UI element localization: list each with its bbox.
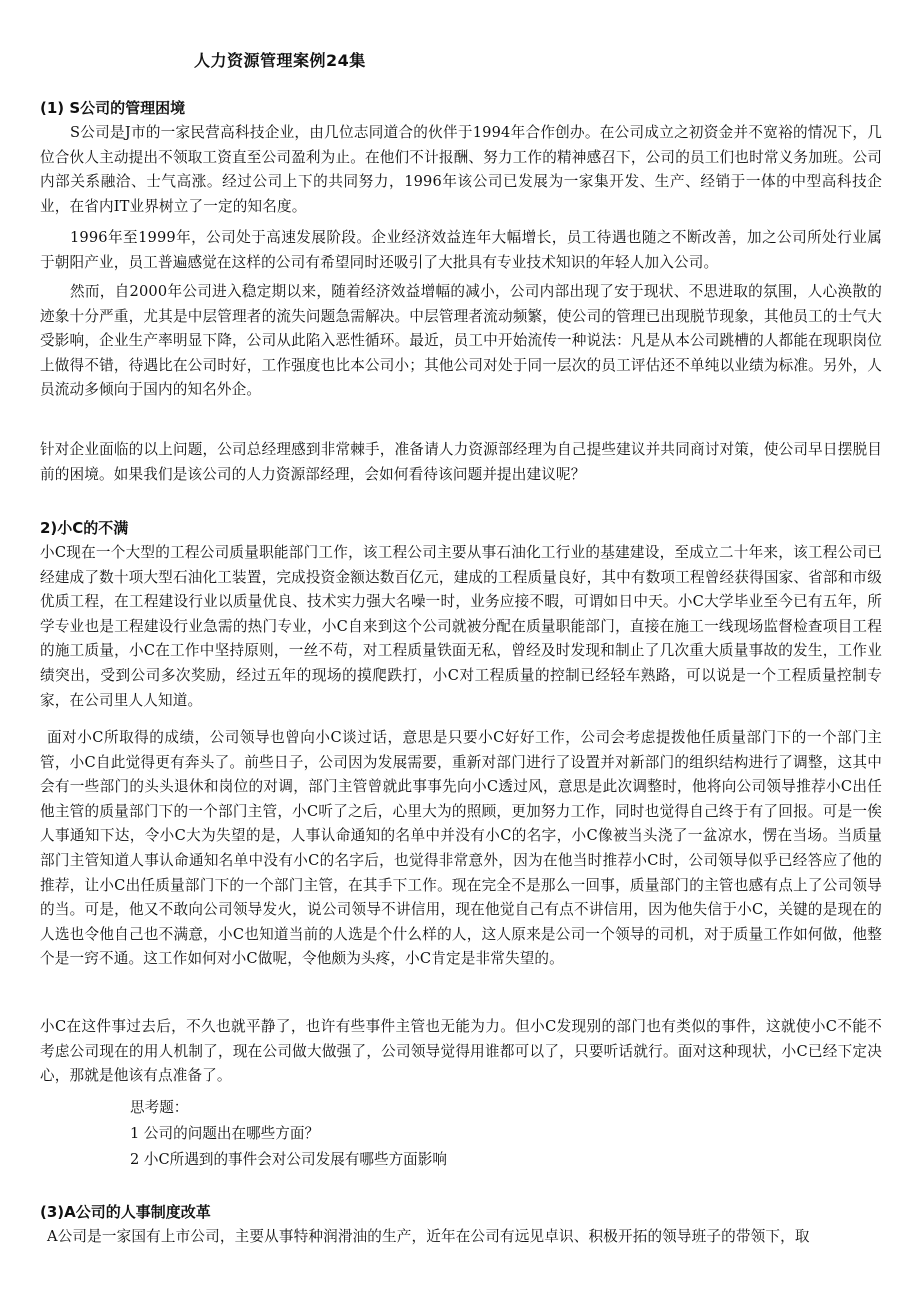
case1-paragraph-4: 针对企业面临的以上问题，公司总经理感到非常棘手，准备请人力资源部经理为自己提些建议并共同商讨对策，使公司早日摆脱目前的困境。如果我们是该公司的人力资源部经理，会如何看待该问题并提出建议呢？ xyxy=(40,441,882,483)
case2-heading: 2)小C的不满 xyxy=(40,519,129,537)
question-2: 2 小C所遇到的事件会对公司发展有哪些方面影响 xyxy=(130,1151,447,1168)
case2-paragraph-3: 小C在这件事过去后，不久也就平静了，也许有些事件主管也无能为力。但小C发现别的部门也有类似的事件，这就使小C不能不考虑公司现在的用人机制了，现在公司做大做强了，公司领导觉得用谁都可以了，只要听话就行。面对这种现状，小C已经下定决心，那就是他该有点准备了。 xyxy=(40,1018,882,1085)
case2-paragraph-1: 小C现在一个大型的工程公司质量职能部门工作，该工程公司主要从事石油化工行业的基建建设，至成立二十年来，该工程公司已经建成了数十项大型石油化工装置，完成投资金额达数百亿元，建成的工程质量良好，其中有数项工程曾经获得国家、省部和市级优质工程，在工程建设行业以质量优良、技术实力强大名噪一时，业务应接不暇，可谓如日中天。小C大学毕业至今已有五年，所学专业也是工程建设行业急需的热门专业，小C自来到这个公司就被分配在质量职能部门，直接在施工一线现场监督检查项目工程的施工质量，小C在工作中坚持原则，一丝不苟，对工程质量铁面无私，曾经及时发现和制止了几次重大质量事故的发生，工作业绩突出，受到公司多次奖励，经过五年的现场的摸爬跌打，小C对工程质量的控制已经轻车熟路，可以说是一个工程质量控制专家，在公司里人人知道。 xyxy=(40,544,882,709)
case1-heading: (1) S公司的管理困境 xyxy=(40,99,186,117)
case1-paragraph-1: S公司是J市的一家民营高科技企业，由几位志同道合的伙伴于1994年合作创办。在公司成立之初资金并不宽裕的情况下，几位合伙人主动提出不领取工资直至公司盈利为止。在他们不计报酬、努力工作的精神感召下，公司的员工们也时常义务加班。公司内部关系融洽、士气高涨。经过公司上下的共同努力，1996年该公司已发展为一家集开发、生产、经销于一体的中型高科技企业，在省内IT业界树立了一定的知名度。 xyxy=(40,124,882,215)
case1-paragraph-3: 然而，自2000年公司进入稳定期以来，随着经济效益增幅的减小，公司内部出现了安于现状、不思进取的氛围，人心涣散的迹象十分严重，尤其是中层管理者的流失问题急需解决。中层管理者流动频繁，使公司的管理已出现脱节现象，其他员工的士气大受影响，企业生产率明显下降，公司从此陷入恶性循环。最近，员工中开始流传一种说法：凡是从本公司跳槽的人都能在现职岗位上做得不错，待遇比在公司时好，工作强度也比本公司小；其他公司对处于同一层次的员工评估还不单纯以业绩为标准。另外，人员流动多倾向于国内的知名外企。 xyxy=(40,283,882,399)
questions-label: 思考题： xyxy=(130,1099,189,1116)
document-title: 人力资源管理案例24集 xyxy=(194,51,366,70)
case1-paragraph-2: 1996年至1999年，公司处于高速发展阶段。企业经济效益连年大幅增长，员工待遇也随之不断改善，加之公司所处行业属于朝阳产业，员工普遍感觉在这样的公司有希望同时还吸引了大批具有专业技术知识的年轻人加入公司。 xyxy=(40,229,882,271)
case3-heading: (3)A公司的人事制度改革 xyxy=(40,1203,211,1221)
question-1: 1 公司的问题出在哪些方面？ xyxy=(130,1125,320,1142)
case3-paragraph-1: A公司是一家国有上市公司，主要从事特种润滑油的生产，近年在公司有远见卓识、积极开拓的领导班子的带领下，取 xyxy=(47,1228,810,1245)
case2-paragraph-2: 面对小C所取得的成绩，公司领导也曾向小C谈过话，意思是只要小C好好工作，公司会考虑提拨他任质量部门下的一个部门主管，小C自此觉得更有奔头了。前些日子，公司因为发展需要，重新对部门进行了设置并对新部门的组织结构进行了调整，这其中会有一些部门的头头退休和岗位的对调，部门主管曾就此事事先向小C透过风，意思是此次调整时，他将向公司领导推荐小C出任他主管的质量部门下的一个部门主管，小C听了之后，心里大为的照顾，更加努力工作，同时也觉得自己终于有了回报。可是一俟人事通知下达，令小C大为失望的是，人事认命通知的名单中并没有小C的名字，小C像被当头浇了一盆凉水，愣在当场。当质量部门主管知道人事认命通知名单中没有小C的名字后，也觉得非常意外，因为在他当时推荐小C时，公司领导似乎已经答应了他的推荐，让小C出任质量部门下的一个部门主管，在其手下工作。现在完全不是那么一回事，质量部门的主管也感有点上了公司领导的当。可是，他又不敢向公司领导发火，说公司领导不讲信用，现在他觉自己有点不讲信用，因为他失信于小C，关键的是现在的人选也令他自己也不满意，小C也知道当前的人选是个什么样的人，这人原来是公司一个领导的司机，对于质量工作如何做，他整个是一窍不通。这工作如何对小C做呢，令他颇为头疼，小C肯定是非常失望的。 xyxy=(40,729,882,968)
